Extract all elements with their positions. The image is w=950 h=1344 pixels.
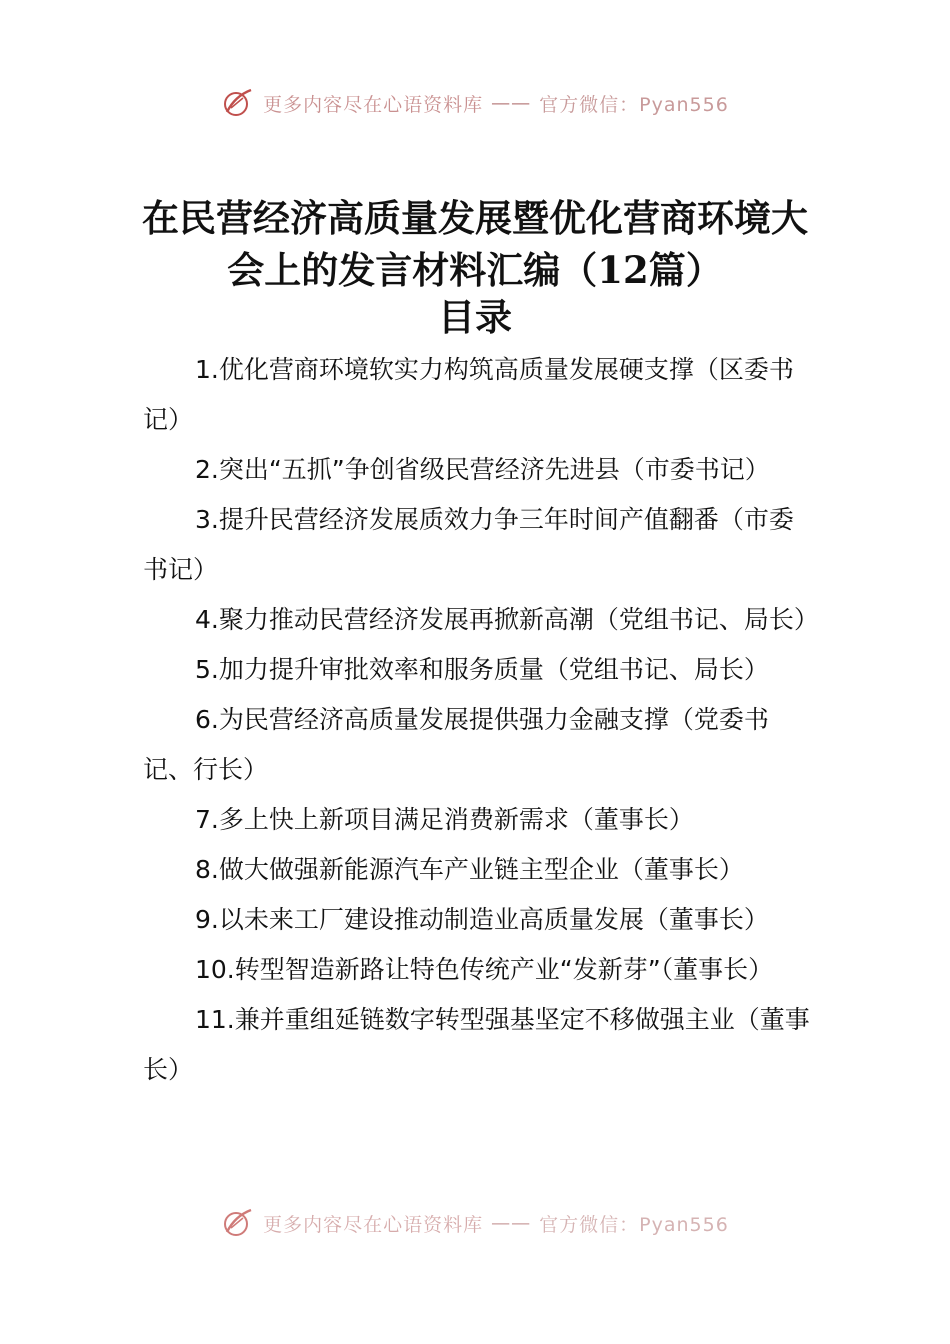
toc-item: 11.兼并重组延链数字转型强基坚定不移做强主业（董事长）: [143, 1005, 810, 1084]
footer-watermark: [0, 1206, 950, 1240]
toc-item: 4.聚力推动民营经济发展再掀新高潮（党组书记、局长）: [195, 605, 819, 634]
toc-item: 10.转型智造新路让特色传统产业“发新芽”（董事长）: [195, 955, 774, 984]
toc-item: 7.多上快上新项目满足消费新需求（董事长）: [195, 805, 694, 834]
watermark-text: 更多内容尽在心语资料库: [263, 1213, 484, 1236]
pen-logo-icon: [221, 86, 255, 120]
watermark-wechat: 官方微信：Pyan556: [539, 1213, 729, 1236]
toc-item: 6.为民营经济高质量发展提供强力金融支撑（党委书记、行长）: [143, 705, 769, 784]
toc-item: 1.优化营商环境软实力构筑高质量发展硬支撑（区委书记）: [143, 355, 794, 434]
toc-item: 2.突出“五抓”争创省级民营经济先进县（市委书记）: [195, 455, 770, 484]
watermark-separator: ——: [491, 92, 532, 114]
pen-logo-icon: [221, 1206, 255, 1240]
title-line-1: 在民营经济高质量发展暨优化营商环境大: [142, 196, 808, 240]
toc-item: 5.加力提升审批效率和服务质量（党组书记、局长）: [195, 655, 769, 684]
watermark-wechat: 官方微信：Pyan556: [539, 93, 729, 116]
watermark-separator: ——: [491, 1212, 532, 1234]
document-title: [100, 192, 850, 296]
header-watermark: [0, 86, 950, 120]
toc-list: [143, 345, 819, 1095]
watermark-text: 更多内容尽在心语资料库: [263, 93, 484, 116]
title-line-2: 会上的发言材料汇编（12篇）: [227, 248, 723, 292]
toc-heading: 目录: [438, 295, 512, 339]
toc-item: 9.以未来工厂建设推动制造业高质量发展（董事长）: [195, 905, 769, 934]
toc-item: 8.做大做强新能源汽车产业链主型企业（董事长）: [195, 855, 744, 884]
toc-item: 3.提升民营经济发展质效力争三年时间产值翻番（市委书记）: [143, 505, 794, 584]
